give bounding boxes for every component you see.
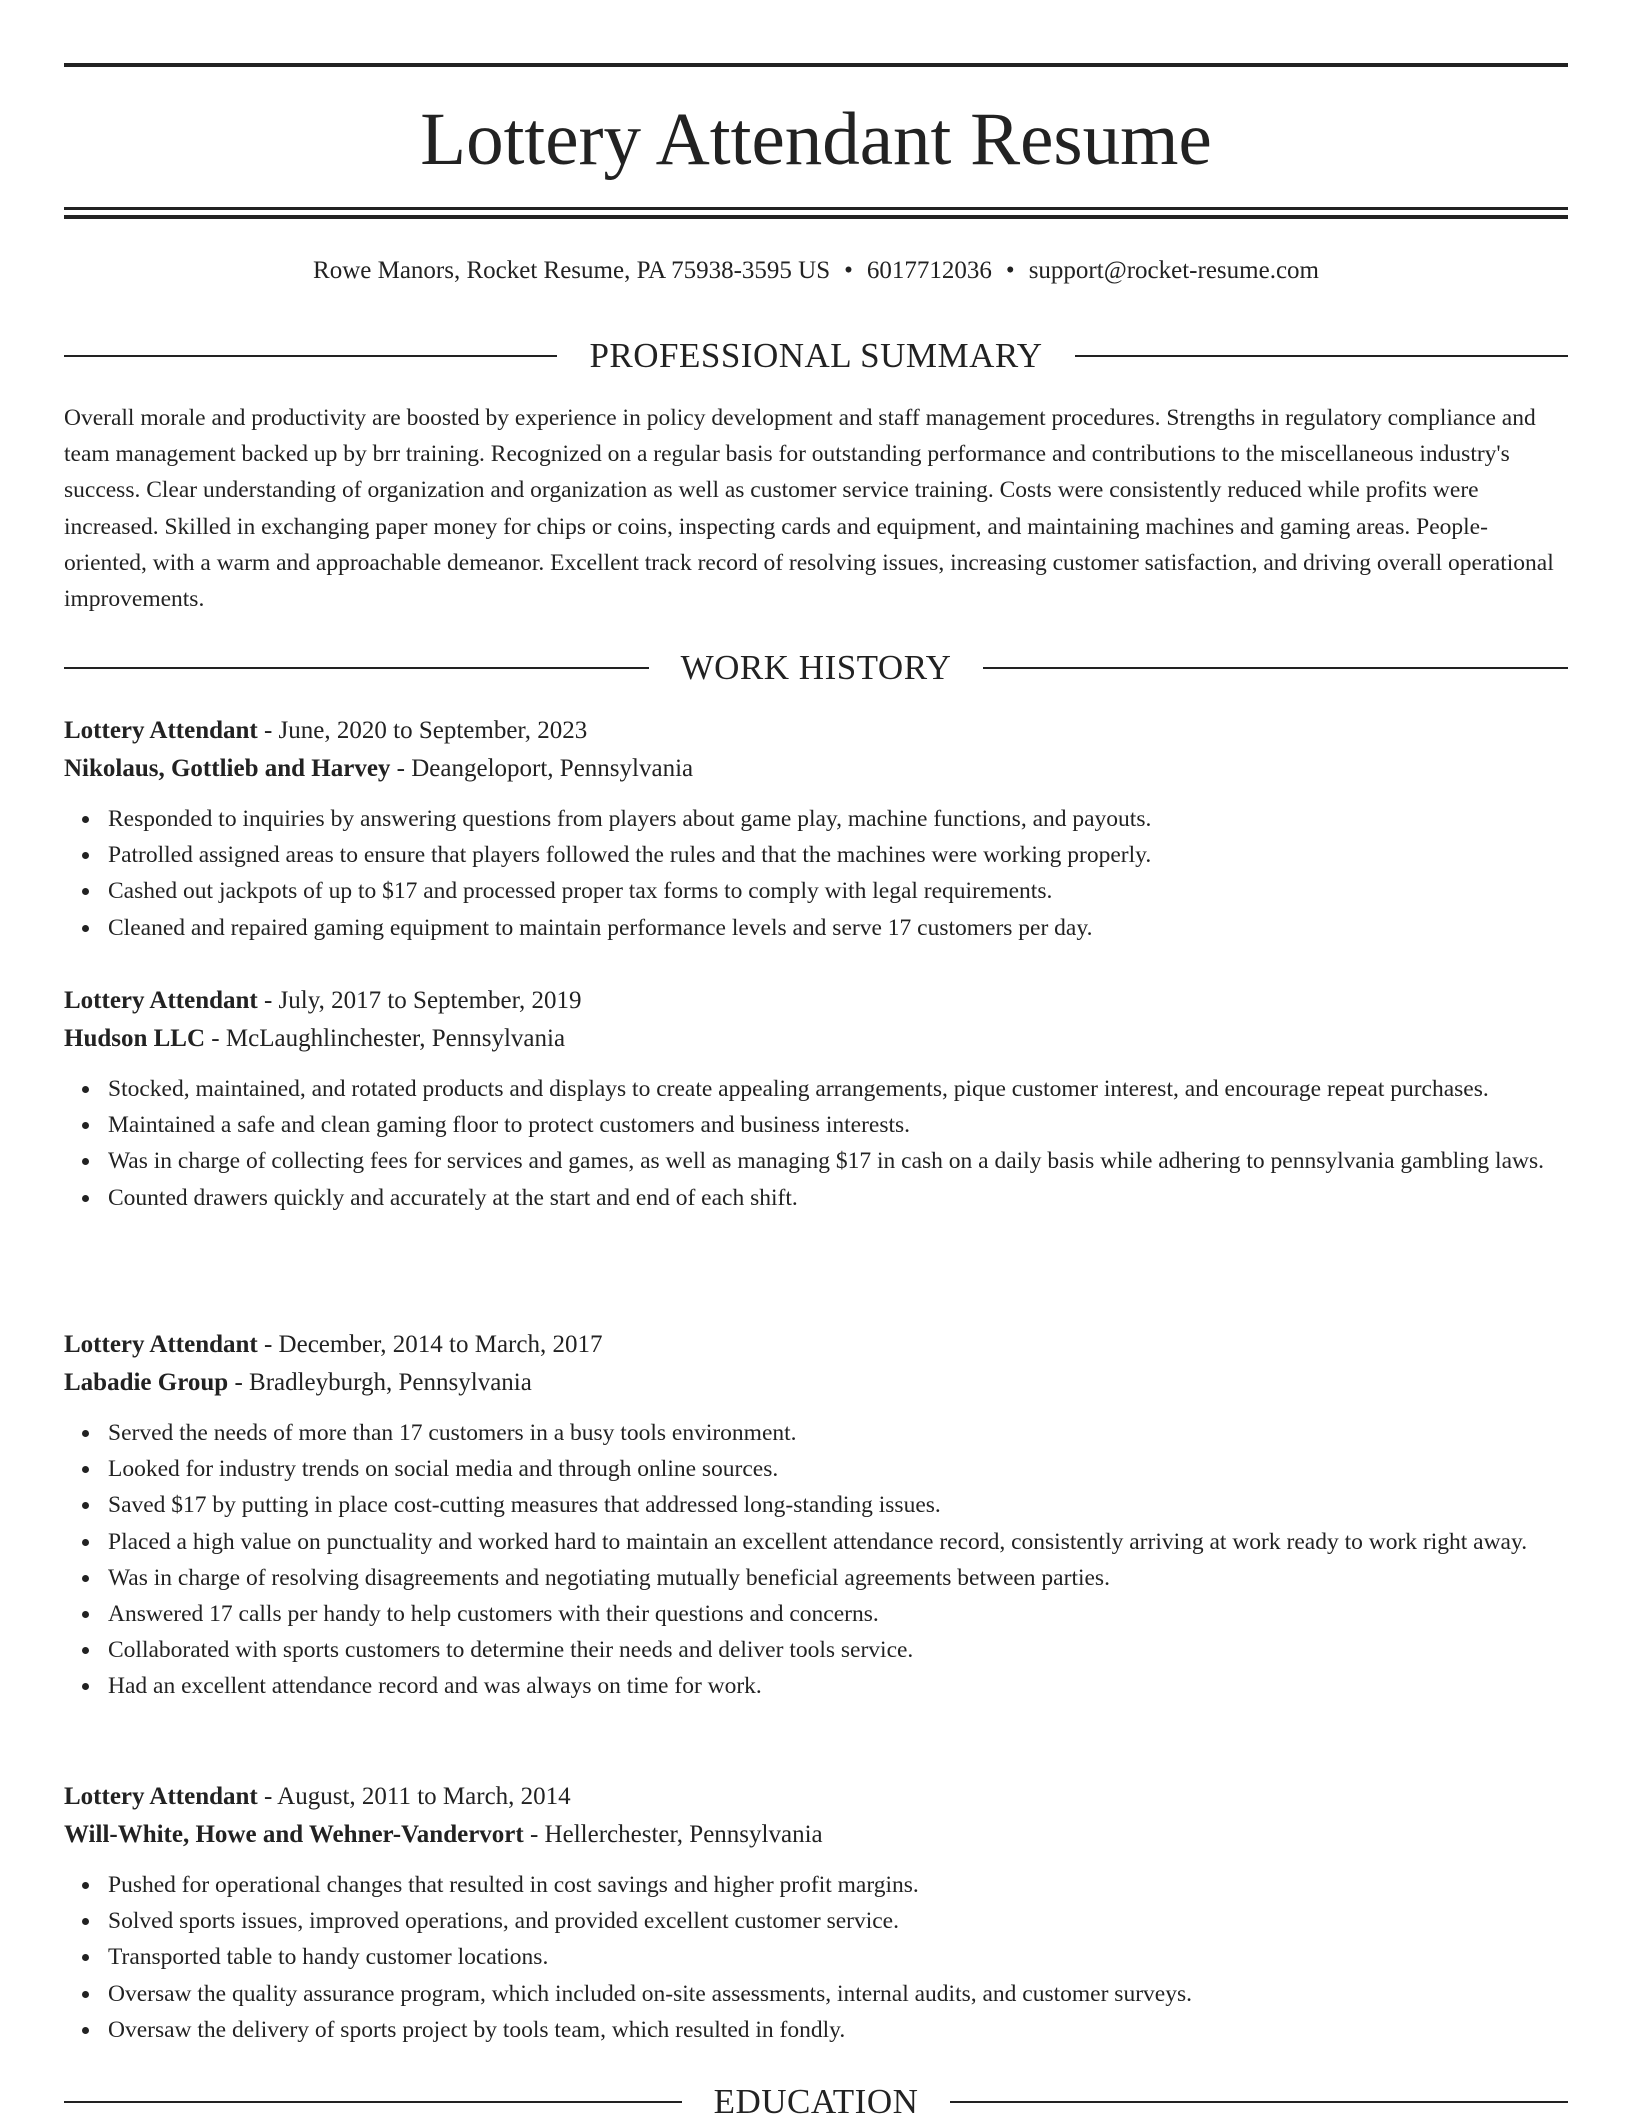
job-location: - Deangeloport, Pennsylvania [390,755,694,782]
contact-separator: • [844,257,853,284]
heading-rule [983,667,1568,669]
job-bullets [64,1867,1568,2048]
contact-separator: • [1005,257,1015,284]
job-location: - Hellerchester, Pennsylvania [523,1821,823,1848]
job-company: Will-White, Howe and Wehner-Vandervort [64,1821,524,1848]
list-item: Counted drawers quickly and accurately at the start and end of each shift. [108,1180,1568,1216]
job-title: Lottery Attendant [64,1331,258,1358]
list-item: Saved $17 by putting in place cost-cutting measures that addressed long-standing issues. [108,1487,1568,1523]
list-item: Placed a high value on punctuality and worked hard to maintain an excellent attendance record, consistently arriving at work ready to work right away. [108,1524,1568,1560]
list-item: Oversaw the quality assurance program, which included on-site assessments, internal audits, and customer surveys. [108,1976,1568,2012]
section-heading-summary [64,334,1568,378]
job-company-line [64,1364,1568,1402]
contact-info [64,253,1568,289]
heading-rule [64,355,557,357]
section-heading-work-history [64,646,1568,690]
list-item: Was in charge of resolving disagreements and negotiating mutually beneficial agreements between parties. [108,1560,1568,1596]
job-dates: - June, 2020 to September, 2023 [257,717,588,744]
job-company-line [64,1816,1568,1854]
list-item: Answered 17 calls per handy to help customers with their questions and concerns. [108,1596,1568,1632]
job-bullets [64,801,1568,946]
heading-label: PROFESSIONAL SUMMARY [589,336,1043,375]
list-item: Transported table to handy customer locations. [108,1939,1568,1975]
heading-label: EDUCATION [713,2082,919,2121]
professional-summary: Overall morale and productivity are boosted by experience in policy development and staff management procedures. Strengths in regulatory compliance and team management backed up by brr training. Recognized on a regular basis for outstanding performance and contributions to the miscellaneous industry's success. Clear understanding of organization and organization as well as customer service training. Costs were consistently reduced while profits were increased. Skilled in exchanging paper money for chips or coins, inspecting cards and equipment, and maintaining machines and gaming areas. People-oriented, with a warm and approachable demeanor. Excellent track record of resolving issues, increasing customer satisfaction, and driving overall operational improvements. [64,405,1554,613]
job-company: Labadie Group [64,1369,229,1396]
list-item: Was in charge of collecting fees for services and games, as well as managing $17 in cash on a daily basis while adhering to pennsylvania gambling laws. [108,1143,1568,1179]
list-item: Responded to inquiries by answering questions from players about game play, machine functions, and payouts. [108,801,1568,837]
job-dates: - July, 2017 to September, 2019 [257,987,582,1014]
title-underline-top [64,207,1568,210]
job-title: Lottery Attendant [64,717,258,744]
job-title-line [64,1778,1568,1816]
list-item: Oversaw the delivery of sports project by tools team, which resulted in fondly. [108,2012,1568,2048]
list-item: Pushed for operational changes that resulted in cost savings and higher profit margins. [108,1867,1568,1903]
job-title-line [64,1326,1568,1364]
top-rule [64,63,1568,67]
list-item: Cashed out jackpots of up to $17 and processed proper tax forms to comply with legal requirements. [108,873,1568,909]
job-location: - Bradleyburgh, Pennsylvania [228,1369,532,1396]
job-dates: - August, 2011 to March, 2014 [257,1783,571,1810]
list-item: Patrolled assigned areas to ensure that players followed the rules and that the machines were working properly. [108,837,1568,873]
job-company: Hudson LLC [64,1025,206,1052]
title-underline-bottom [64,215,1568,219]
job-entry [64,1326,1568,1705]
heading-label: WORK HISTORY [680,648,952,687]
job-company-line [64,1020,1568,1058]
contact-phone: 6017712036 [866,257,992,284]
job-company: Nikolaus, Gottlieb and Harvey [64,755,391,782]
list-item: Stocked, maintained, and rotated products and displays to create appealing arrangements, pique customer interest, and encourage repeat purchases. [108,1071,1568,1107]
job-bullets [64,1071,1568,1216]
heading-rule [64,667,649,669]
job-bullets [64,1415,1568,1705]
list-item: Served the needs of more than 17 customers in a busy tools environment. [108,1415,1568,1451]
job-title: Lottery Attendant [64,1783,258,1810]
job-entry [64,712,1568,946]
job-title-line [64,712,1568,750]
job-dates: - December, 2014 to March, 2017 [257,1331,603,1358]
list-item: Solved sports issues, improved operations, and provided excellent customer service. [108,1903,1568,1939]
list-item: Looked for industry trends on social media and through online sources. [108,1451,1568,1487]
list-item: Cleaned and repaired gaming equipment to maintain performance levels and serve 17 customers per day. [108,910,1568,946]
contact-email: support@rocket-resume.com [1028,257,1319,284]
contact-address: Rowe Manors, Rocket Resume, PA 75938-3595 US [313,257,831,284]
section-heading-education [64,2080,1568,2124]
job-title: Lottery Attendant [64,987,258,1014]
list-item: Collaborated with sports customers to determine their needs and deliver tools service. [108,1632,1568,1668]
job-company-line [64,750,1568,788]
heading-rule [950,2101,1568,2103]
job-entry [64,1778,1568,2048]
heading-rule [64,2101,682,2103]
page-title: Lottery Attendant Resume [420,98,1212,181]
list-item: Had an excellent attendance record and was always on time for work. [108,1668,1568,1704]
heading-rule [1075,355,1568,357]
list-item: Maintained a safe and clean gaming floor to protect customers and business interests. [108,1107,1568,1143]
job-title-line [64,982,1568,1020]
job-location: - McLaughlinchester, Pennsylvania [205,1025,566,1052]
job-entry [64,982,1568,1216]
